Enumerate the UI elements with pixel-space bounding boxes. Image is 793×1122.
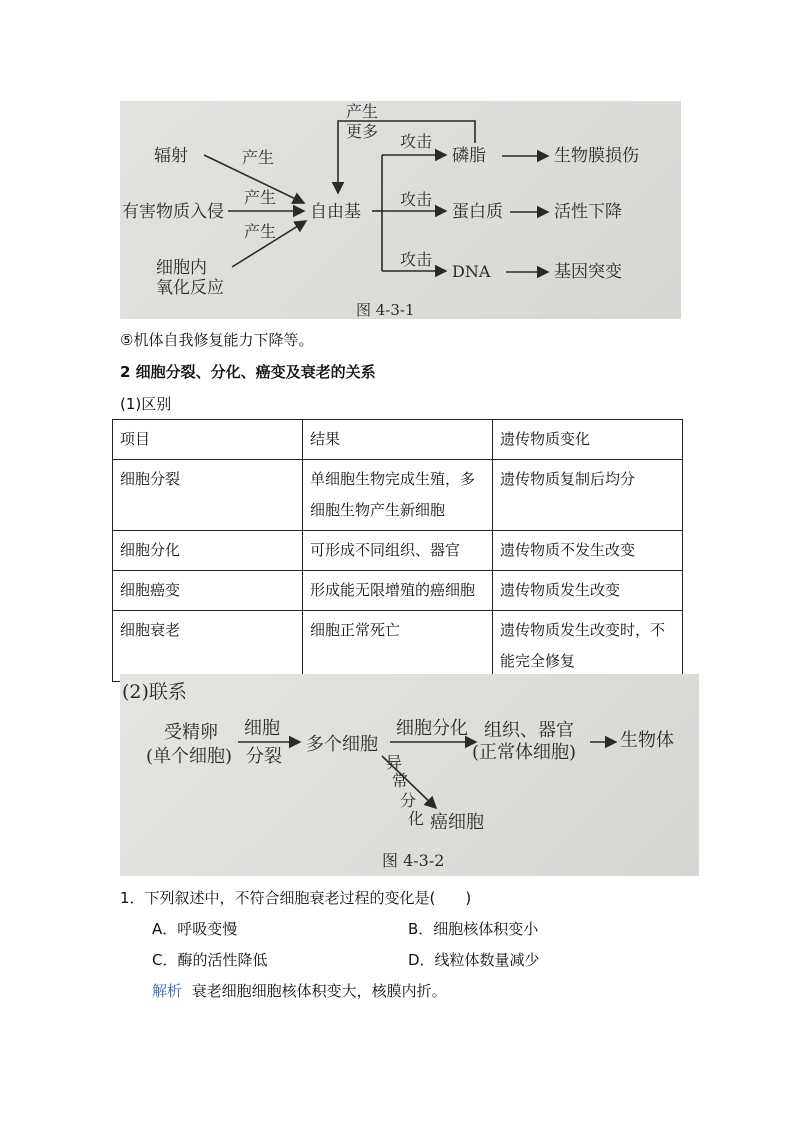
table-cell: 遗传物质发生改变时，不能完全修复 xyxy=(493,611,683,682)
tissue-organ: 组织、器官 xyxy=(484,720,574,741)
option-d[interactable]: D．线粒体数量减少 xyxy=(408,951,540,969)
figure2-title: (2)联系 xyxy=(122,681,187,703)
table-row xyxy=(113,531,683,571)
start-single-cell: (单个细胞) xyxy=(146,746,233,767)
option-c[interactable]: C．酶的活性降低 xyxy=(152,951,268,969)
question-stem: 1．下列叙述中，不符合细胞衰老过程的变化是( ) xyxy=(120,889,472,907)
item-5-text: ⑤机体自我修复能力下降等。 xyxy=(120,331,314,349)
label-attack-3: 攻击 xyxy=(400,250,433,269)
normal-somatic-cell: (正常体细胞) xyxy=(472,742,577,763)
table-cell: 细胞癌变 xyxy=(113,571,303,611)
table-cell: 细胞分裂 xyxy=(113,460,303,531)
organism: 生物体 xyxy=(620,730,674,751)
table-cell: 可形成不同组织、器官 xyxy=(303,531,493,571)
result-membrane-damage: 生物膜损伤 xyxy=(554,146,639,166)
input-oxidation: 氧化反应 xyxy=(156,278,224,298)
table-row xyxy=(113,571,683,611)
target-dna: DNA xyxy=(452,262,491,281)
section-title: 2 细胞分裂、分化、癌变及衰老的关系 xyxy=(120,363,376,381)
table-header-cell: 结果 xyxy=(303,420,493,460)
abnormal-char-2: 常 xyxy=(392,771,409,790)
label-produce-1: 产生 xyxy=(242,148,275,167)
table-cell: 细胞正常死亡 xyxy=(303,611,493,682)
abnormal-char-1: 异 xyxy=(386,753,403,772)
table-header-cell: 遗传物质变化 xyxy=(493,420,683,460)
analysis-label: 解析 xyxy=(152,982,183,1000)
table-cell: 细胞分化 xyxy=(113,531,303,571)
table-cell: 形成能无限增殖的癌细胞 xyxy=(303,571,493,611)
label-feedback-more: 更多 xyxy=(346,122,379,141)
table-cell: 遗传物质复制后均分 xyxy=(493,460,683,531)
result-activity-decline: 活性下降 xyxy=(554,202,622,222)
label-produce-2: 产生 xyxy=(244,188,277,207)
table-row xyxy=(113,611,683,682)
middle-many-cells: 多个细胞 xyxy=(306,734,378,755)
target-protein: 蛋白质 xyxy=(452,202,503,222)
table-cell: 遗传物质发生改变 xyxy=(493,571,683,611)
table-cell: 遗传物质不发生改变 xyxy=(493,531,683,571)
figure-free-radical-diagram xyxy=(120,101,681,319)
label-attack-2: 攻击 xyxy=(400,190,433,209)
arrow2-label-differentiation: 细胞分化 xyxy=(396,718,468,739)
abnormal-char-3: 分 xyxy=(400,791,417,810)
comparison-table xyxy=(112,419,683,682)
label-attack-1: 攻击 xyxy=(400,132,433,151)
cancer-cell: 癌细胞 xyxy=(430,812,484,833)
input-radiation: 辐射 xyxy=(154,146,188,166)
table-header-row xyxy=(113,420,683,460)
subsection-differences: (1)区别 xyxy=(120,395,172,413)
free-radical-diagram-svg xyxy=(120,101,681,319)
table-cell: 单细胞生物完成生殖，多细胞生物产生新细胞 xyxy=(303,460,493,531)
analysis-line xyxy=(152,981,447,1001)
cell-relationship-diagram-svg xyxy=(120,674,699,876)
table-cell: 细胞衰老 xyxy=(113,611,303,682)
label-feedback-produce: 产生 xyxy=(346,102,379,121)
center-free-radical: 自由基 xyxy=(310,202,361,222)
input-harmful-substance: 有害物质入侵 xyxy=(122,202,224,222)
abnormal-char-4: 化 xyxy=(408,809,425,828)
arrow1-label-division: 分裂 xyxy=(246,746,282,767)
label-produce-3: 产生 xyxy=(244,222,277,241)
figure2-caption: 图 4-3-2 xyxy=(382,851,445,870)
start-fertilized-egg: 受精卵 xyxy=(164,722,218,743)
option-b[interactable]: B．细胞核体积变小 xyxy=(408,920,539,938)
option-a[interactable]: A．呼吸变慢 xyxy=(152,920,238,938)
table-row xyxy=(113,460,683,531)
result-gene-mutation: 基因突变 xyxy=(554,262,622,282)
target-phospholipid: 磷脂 xyxy=(452,146,486,166)
table-header-cell: 项目 xyxy=(113,420,303,460)
arrow1-label-cell: 细胞 xyxy=(244,718,280,739)
figure-cell-relationship-diagram xyxy=(120,674,699,876)
input-intracellular: 细胞内 xyxy=(156,258,207,278)
analysis-text: 衰老细胞细胞核体积变大，核膜内折。 xyxy=(191,982,447,1000)
figure1-caption: 图 4-3-1 xyxy=(356,301,415,319)
